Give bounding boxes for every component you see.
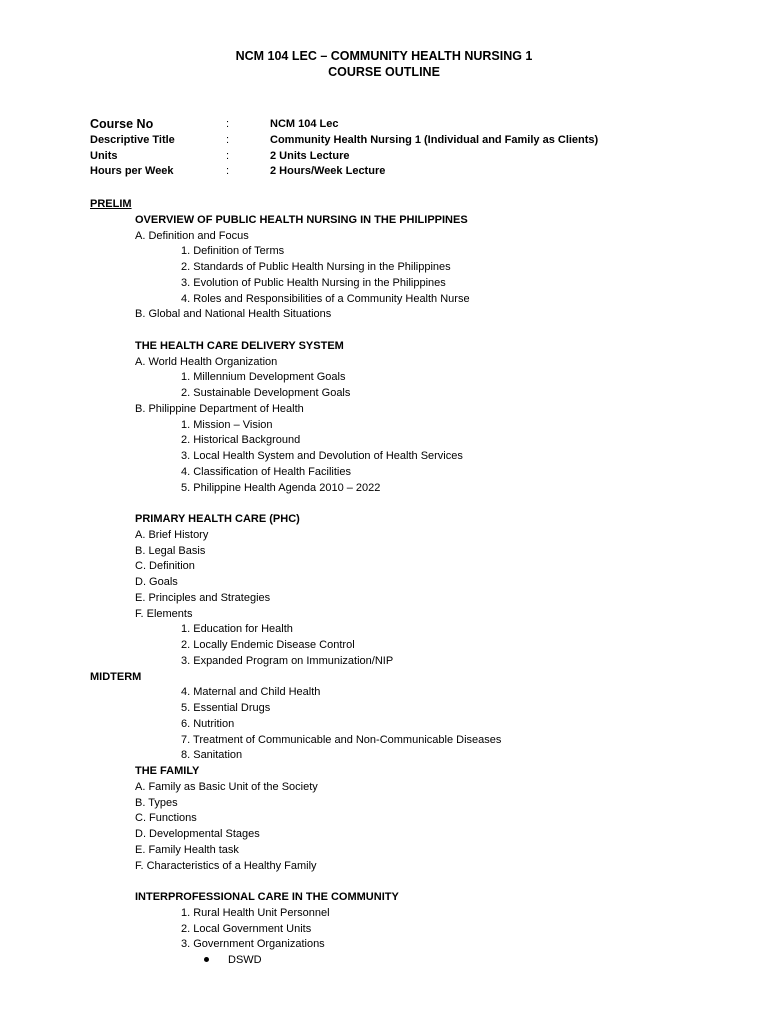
outline-text: THE HEALTH CARE DELIVERY SYSTEM: [135, 339, 344, 352]
outline-subitem: [181, 937, 325, 953]
outline-item: [135, 307, 331, 323]
course-info-value: 2 Units Lecture: [270, 149, 350, 162]
outline-text: DSWD: [228, 954, 262, 966]
outline-text: B. Types: [135, 796, 178, 809]
outline-subitem: [181, 260, 451, 276]
outline-text: C. Functions: [135, 812, 197, 825]
outline-text: 4. Classification of Health Facilities: [181, 465, 351, 478]
outline-text: 3. Local Health System and Devolution of Health Services: [181, 450, 463, 462]
outline-subitem: [181, 733, 501, 749]
outline-subitem: [181, 748, 242, 764]
outline-text: A. Definition and Focus: [135, 229, 249, 242]
course-info-value: 2 Hours/Week Lecture: [270, 165, 386, 178]
outline-item: [135, 591, 270, 607]
outline-text: 3. Government Organizations: [181, 938, 325, 951]
outline-subitem: [181, 292, 470, 308]
outline-text: B. Philippine Department of Health: [135, 402, 304, 415]
outline-subitem: [181, 481, 380, 497]
outline-item: [135, 575, 178, 591]
course-info-colon: :: [226, 165, 230, 178]
outline-text: OVERVIEW OF PUBLIC HEALTH NURSING IN THE PHILIPPINES: [135, 213, 468, 226]
outline-text: 4. Roles and Responsibilities of a Community Health Nurse: [181, 292, 470, 305]
outline-text: 2. Locally Endemic Disease Control: [181, 639, 355, 651]
outline-text: MIDTERM: [90, 670, 142, 683]
outline-text: C. Definition: [135, 560, 195, 573]
course-info-colon: :: [226, 149, 230, 162]
outline-text: 1. Education for Health: [181, 623, 293, 636]
outline-subitem: [181, 622, 293, 638]
outline-text: 5. Philippine Health Agenda 2010 – 2022: [181, 481, 381, 494]
outline-text: 7. Treatment of Communicable and Non-Communicable Diseases: [181, 733, 502, 746]
outline-subitem: [181, 685, 320, 701]
outline-text: THE FAMILY: [135, 765, 200, 777]
outline-text: 2. Sustainable Development Goals: [181, 387, 351, 399]
outline-subitem: [181, 418, 273, 434]
outline-item: [135, 780, 318, 796]
outline-text: F. Characteristics of a Healthy Family: [135, 859, 317, 872]
outline-text: 2. Historical Background: [181, 434, 301, 447]
course-info-value: Community Health Nursing 1 (Individual and Family as Clients): [270, 133, 599, 146]
outline-item: [135, 811, 197, 827]
outline-text: A. Brief History: [135, 528, 209, 541]
outline-subitem: [181, 433, 300, 449]
outline-text: 1. Rural Health Unit Personnel: [181, 906, 330, 919]
outline-text: D. Goals: [135, 576, 178, 588]
term-heading: [90, 197, 132, 213]
outline-text: E. Family Health task: [135, 843, 239, 856]
outline-item: [135, 843, 239, 859]
outline-item: [135, 859, 317, 875]
outline-item: [135, 229, 249, 245]
outline-subitem: [181, 638, 355, 654]
course-info-label: Hours per Week: [90, 165, 174, 178]
outline-text: 1. Millennium Development Goals: [181, 371, 346, 384]
outline-text: PRELIM: [90, 198, 132, 210]
outline-item: [135, 827, 260, 843]
outline-text: 1. Definition of Terms: [181, 245, 285, 258]
outline-subitem: [181, 922, 311, 938]
outline-text: 3. Expanded Program on Immunization/NIP: [181, 654, 394, 667]
outline-subitem: [181, 701, 270, 717]
outline-subitem: [181, 906, 330, 922]
outline-item: [135, 528, 208, 544]
section-heading: [135, 213, 468, 229]
outline-subitem: [181, 465, 351, 481]
section-heading: [135, 890, 399, 906]
outline-item: [135, 544, 205, 560]
outline-item: [135, 607, 192, 623]
outline-text: INTERPROFESSIONAL CARE IN THE COMMUNITY: [135, 891, 399, 903]
course-info-colon: :: [226, 133, 230, 146]
outline-item: [135, 796, 178, 812]
outline-text: A. Family as Basic Unit of the Society: [135, 780, 318, 793]
outline-subitem: [181, 370, 345, 386]
outline-bullet-item: [204, 953, 262, 969]
outline-subitem: [181, 386, 350, 402]
course-info-value: NCM 104 Lec: [270, 118, 339, 130]
section-heading: [135, 339, 344, 355]
course-info-label: Course No: [90, 117, 154, 131]
outline-subitem: [181, 276, 446, 292]
outline-subitem: [181, 449, 463, 465]
section-heading: [135, 512, 300, 528]
outline-item: [135, 355, 277, 371]
course-info-label: Descriptive Title: [90, 133, 175, 146]
outline-text: 2. Local Government Units: [181, 922, 312, 935]
outline-subitem: [181, 244, 284, 260]
outline-subitem: [181, 654, 393, 670]
term-heading: [90, 670, 141, 686]
document-title-line-1: NCM 104 LEC – COMMUNITY HEALTH NURSING 1: [235, 49, 533, 63]
outline-text: E. Principles and Strategies: [135, 591, 271, 604]
outline-text: 4. Maternal and Child Health: [181, 686, 321, 699]
section-heading: [135, 764, 199, 780]
outline-text: 5. Essential Drugs: [181, 702, 271, 714]
course-info-colon: :: [226, 118, 230, 130]
bullet-icon: [204, 957, 209, 962]
outline-item: [135, 402, 304, 418]
outline-text: 3. Evolution of Public Health Nursing in the Philippines: [181, 276, 446, 289]
outline-item: [135, 559, 195, 575]
outline-text: 8. Sanitation: [181, 749, 243, 762]
outline-text: 6. Nutrition: [181, 717, 235, 730]
outline-text: B. Global and National Health Situations: [135, 308, 332, 321]
outline-text: PRIMARY HEALTH CARE (PHC): [135, 513, 300, 525]
outline-text: D. Developmental Stages: [135, 828, 260, 840]
course-info-label: Units: [90, 149, 118, 162]
outline-text: B. Legal Basis: [135, 544, 206, 557]
outline-text: A. World Health Organization: [135, 355, 278, 368]
outline-text: 2. Standards of Public Health Nursing in the Philippines: [181, 261, 451, 273]
document-title-line-2: COURSE OUTLINE: [328, 65, 440, 79]
outline-text: 1. Mission – Vision: [181, 418, 273, 431]
outline-subitem: [181, 717, 234, 733]
outline-text: F. Elements: [135, 607, 193, 620]
